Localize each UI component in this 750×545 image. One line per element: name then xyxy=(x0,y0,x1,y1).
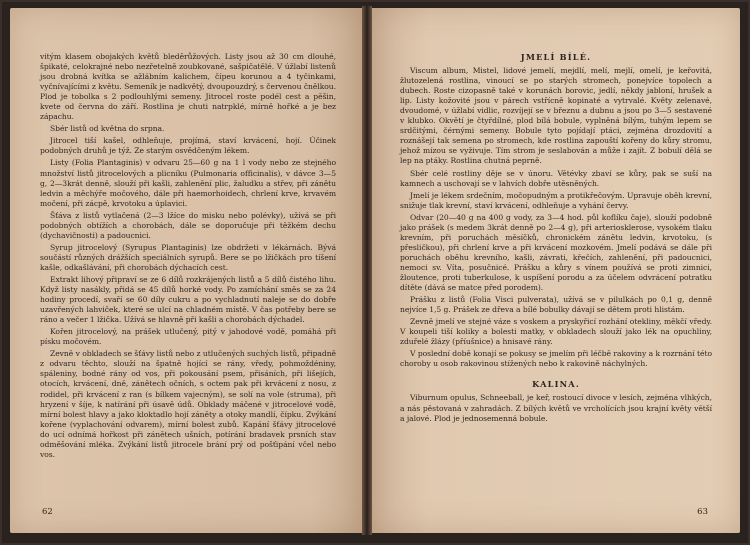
paragraph: Listy (Folia Plantaginis) v odvaru 25—60 g na 1 l vody nebo ze stejného množství listů jitrocelových a plicníku (Pulmonaria officinalis), v dávce 3—5 g, 2—3krát denně, slouží při kašli, zahlenění plic, žaludku a střev, při zánětu ledvin a měchýře močového, dále při haemorhoidech, chrlení krve, krvavém močení, při zácpě, krvotoku a úplavici. xyxy=(40,158,336,208)
paragraph: Sbér celé rostliny děje se v únoru. Větévky zbaví se kůry, pak se suší na kamnech a uschovají se v lahvích dobře utěsněných. xyxy=(400,168,712,188)
paragraph: V poslední době konají se pokusy se jmelím při léčbě rakoviny a k rozrnání této choroby u osob rakovinou stížených nebo k rakovině náchylných. xyxy=(400,349,712,369)
book-gutter xyxy=(362,6,372,535)
paragraph: Odvar (20—40 g na 400 g vody, za 3—4 hod. půl koflíku čaje), slouží podobně jako prášek (s medem 3krát denně po 2—4 g), při arteriosklerose, vysokém tlaku krevním, při poruchách měsíčků, chronickém zánětu ledvin, krvotoku, (s přesličkou), při chrlení krve a při krvácení mozkovém. Jmelí podává se dále při poruchách oběhu krevního, kašli, závrati, křečích, zahlenění, při padoucnici, nemoci sv. Víta, posučnicé. Prášku a kůry s vínem používá se proti zimnici, žloutence, proti tuberkulose, k uspíšení porodu a za účelem odvrácení potratku dítěte (dává se matce před porodem). xyxy=(400,212,712,293)
paragraph: Zevně v obkladech se šťávy listů nebo z utlučených suchých listů, připadně z odvaru těchto, slouží na špatně hojící se rány, vředy, pohmoždéniny, spáleniny, bodné rány od vos, při pokousání psem, přisáních, při lišejích, otocích, krvácení, dně, zánětech očních, s octem pak při krvácení z nosu, z rodidel, při krvácení z ran (s bílkem vajecným), se solí na vole (struma), při hryzení v šíje, k natírání při úsavě údů. Obklady máčené v jitrocelové vodě, mírní bolest hlavy a jako kloktadlo hojí záněty a otoky mandlí, čípku. Zvýkání kořene (vyplachování odvarem), mírní bolest zubů. Kapání šťávy jitrocelové do ucí odnímá hořkost při zánětech ušních, potírání bradavek prsních stav odměšování mléka. Zvýkání listů jitrocele brání prý od pošťipání včel nebo vos. xyxy=(40,349,336,459)
right-page-text xyxy=(400,52,712,426)
book-spread xyxy=(2,2,748,543)
paragraph: Prášku z listů (Folia Visci pulverata), užívá se v pilulkách po 0,1 g, denně nejvíce 1,5 g. Prášek ze dřeva a bílé bobulky dávají se dětem proti hlistám. xyxy=(400,295,712,315)
paragraph: Zevně jmelí ve stejné váze s voskem a pryskyřicí rozhání otekliny, měkčí vředy. V koupeli tiší koliky a bolesti matky, v obkladech slouží jako lék na opuchliny, zduřelé žlázy (příušnice) a hnisavé rány. xyxy=(400,317,712,347)
paragraph: vitým klasem obojakých květů bleděrůžových. Listy jsou až 30 cm dlouhé, špikaté, celokrajné nebo nezřetelně zoubkované, sašpičatělé. V úžlabí listenů jsou drobná kvítka se ažlábním kalichem, čípeu korunou a 4 tyčinkami, vyčnívajícími z květu. Semeník je nadkvětý, dvoupouzdrý, s červenou čnělkou. Plod je tobolka s 2 podlouhlými semeny. Jitrocel roste podél cest a pěšin, kvete od června do září. Rostlina je chuti natrpklé, mírně hořké a je bez zápachu. xyxy=(40,52,336,122)
left-page-text xyxy=(40,52,336,462)
page-number: 63 xyxy=(697,507,708,517)
paragraph: Viburnum opulus, Schneeball, je keř, rostoucí divoce v lesích, zejména vlhkých, a nás pěstovaná v zahradách. Z bílých květů ve vrcholících jsou krajní květy větší a jalové. Plod je jednosemenná bobule. xyxy=(400,393,712,423)
page-number: 62 xyxy=(42,507,53,517)
paragraph: Extrakt lihový připraví se ze 6 dílů rozkrájených listů a 5 dílů čistého lihu. Když listy nasákly, přidá se 45 dílů horké vody. Po zamíchání směs se za 24 hodiny procedí, svaří se 60 díly cukru a po vychladnutí naleje se do dobře uzavřených lahviček, které se ulcí na chladném místě. V čas potřeby bere se ráno a večer 1 lžička. Užívá se hlavně při kašli a chorobách dýchadel. xyxy=(40,274,336,325)
right-page xyxy=(372,8,740,533)
section-heading-jmeli: JMELÍ BÍLÉ. xyxy=(520,52,592,62)
paragraph: Sbér listů od května do srpna. xyxy=(50,124,165,134)
paragraph: Jmelí je lékem srdečním, močopudným a protikřečovým. Upravuje oběh krevní, snižuje tlak krevní, staví krvácení, odhleňuje a vyhání červy. xyxy=(400,190,712,210)
paragraph: Kořen jitrocelový, na prášek utlučený, pitý v jahodové vodě, pomáhá při písku močovém. xyxy=(40,327,336,347)
left-page xyxy=(10,8,362,533)
paragraph: Viscum album, Mistel, lidové jemelí, mejdlí, melí, mejlí, omelí, je keřovitá, žlutozelená rostlina, vinoucí se po starých stromech, ponejvíce topolech a dubech. Roste cizopasně také v korunách borovic, jedlí, někdy jabloní, hrušek a lip. Listy kožovité jsou v párech vstřícně kopinaté a vytrvalé. Květy zelenavé, dvoudomé, v úžlabí vidlic, rozvíjejí se v březnu a dubnu a jsou po 3—5 sestavené v klubko. Okvětí je čtyřdílné, plod bílá bobule, vyplněná bílým, tuhým lepem se srdčitými, čérnými semeny. Bobule tyto pojídají ptáci, zejména drozdovití a roznášejí tak semena po stromech, kde rostlina zapouští kořeny do kůry stromu, jehož mízou se vyživuje. Tím strom je seslabován a může i zajít. Z bobulí dělá se lep na ptáky. Rostlina chutná peprně. xyxy=(400,66,712,166)
paragraph: Syrup jitrocelový (Syrupus Plantaginis) lze obdržeti v lékárnách. Bývá součástí různých drážších speciálních syrupů. Bere se po lžičkách pro tíšení kašle, odkašlávání, při chorobách dýchacích cest. xyxy=(40,242,336,272)
paragraph: Jitrocel tiší kašel, odhleňuje, projímá, staví krvácení, hojí. Účinek podobných druhů je týž. Ze starým osvědčeným lékem. xyxy=(40,136,336,156)
section-heading-kalina: KALINA. xyxy=(532,379,580,390)
paragraph: Šťáva z listů vytlačená (2—3 lžíce do misku nebo polévky), užívá se při podobných obtížích a chorobách, dále se doporučuje při těžkém dechu (dychavičnosti) a padoucnici. xyxy=(40,210,336,240)
